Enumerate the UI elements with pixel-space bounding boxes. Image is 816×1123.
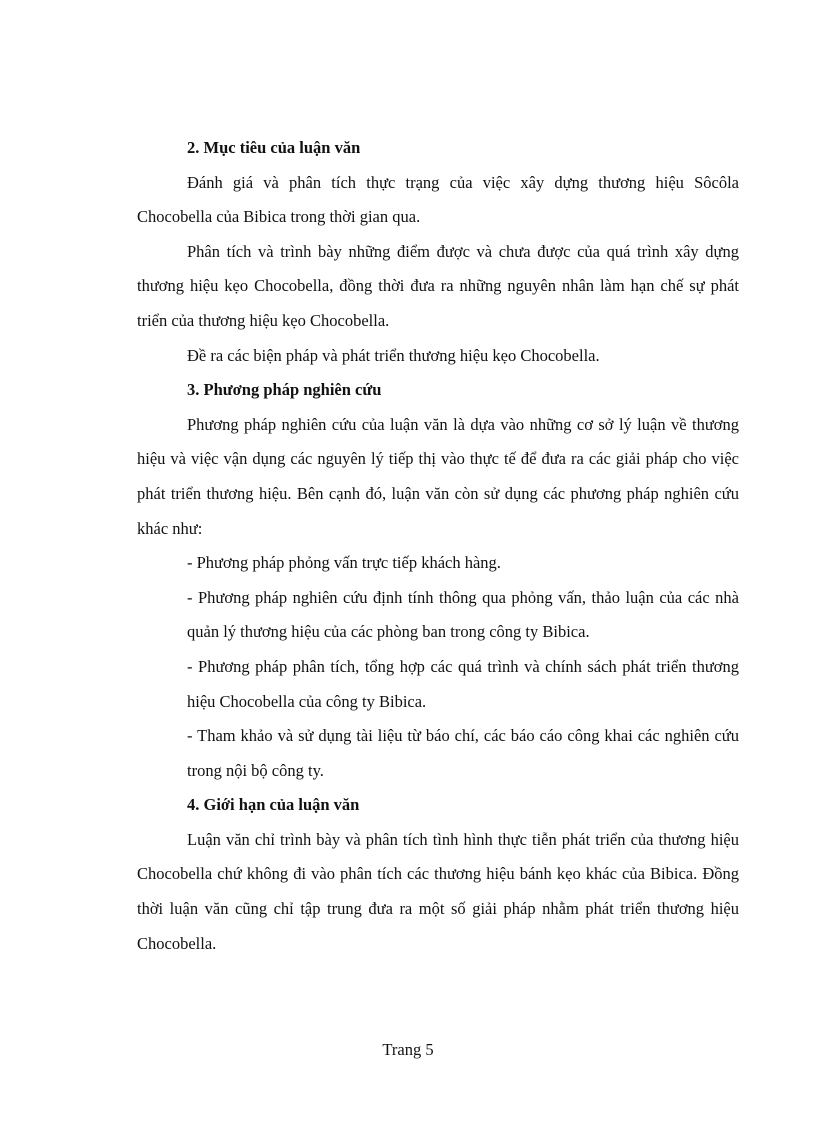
paragraph: Phương pháp nghiên cứu của luận văn là dựa vào những cơ sở lý luận về thương hiệu và việc vận dụng các nguyên lý tiếp thị vào thực tế để đưa ra các giải pháp cho việc phát triển thương hiệu. Bên cạnh đó, luận văn còn sử dụng các phương pháp nghiên cứu khác như:	[137, 414, 739, 538]
list-item: - Phương pháp nghiên cứu định tính thông qua phỏng vấn, thảo luận của các nhà quản lý thương hiệu của các phòng ban trong công ty Bibica.	[187, 587, 739, 642]
section-heading: 4. Giới hạn của luận văn	[187, 795, 360, 815]
paragraph: Phân tích và trình bày những điểm được và chưa được của quá trình xây dựng thương hiệu kẹo Chocobella, đồng thời đưa ra những nguyên nhân làm hạn chế sự phát triển của thương hiệu kẹo Chocobella.	[137, 241, 739, 330]
section-phuong-phap	[137, 373, 739, 788]
section-muc-tieu	[137, 131, 739, 373]
paragraph: Đề ra các biện pháp và phát triển thương hiệu kẹo Chocobella.	[187, 345, 600, 365]
section-heading: 2. Mục tiêu của luận văn	[187, 138, 361, 157]
list-item: - Phương pháp phân tích, tổng hợp các quá trình và chính sách phát triển thương hiệu Chocobella của công ty Bibica.	[187, 656, 739, 711]
page-content	[137, 131, 739, 961]
section-gioi-han	[137, 788, 739, 961]
paragraph: Luận văn chỉ trình bày và phân tích tình hình thực tiễn phát triển của thương hiệu Chocobella chứ không đi vào phân tích các thương hiệu bánh kẹo khác của Bibica. Đồng thời luận văn cũng chỉ tập trung đưa ra một số giải pháp nhằm phát triển thương hiệu Chocobella.	[137, 829, 739, 953]
paragraph: Đánh giá và phân tích thực trạng của việc xây dựng thương hiệu Sôcôla Chocobella của Bibica trong thời gian qua.	[137, 172, 739, 227]
section-heading: 3. Phương pháp nghiên cứu	[187, 380, 382, 400]
list-item: - Phương pháp phỏng vấn trực tiếp khách hàng.	[187, 553, 501, 573]
list-item: - Tham khảo và sử dụng tài liệu từ báo chí, các báo cáo công khai các nghiên cứu trong nội bộ công ty.	[187, 726, 739, 780]
page-number: Trang 5	[382, 1040, 434, 1059]
